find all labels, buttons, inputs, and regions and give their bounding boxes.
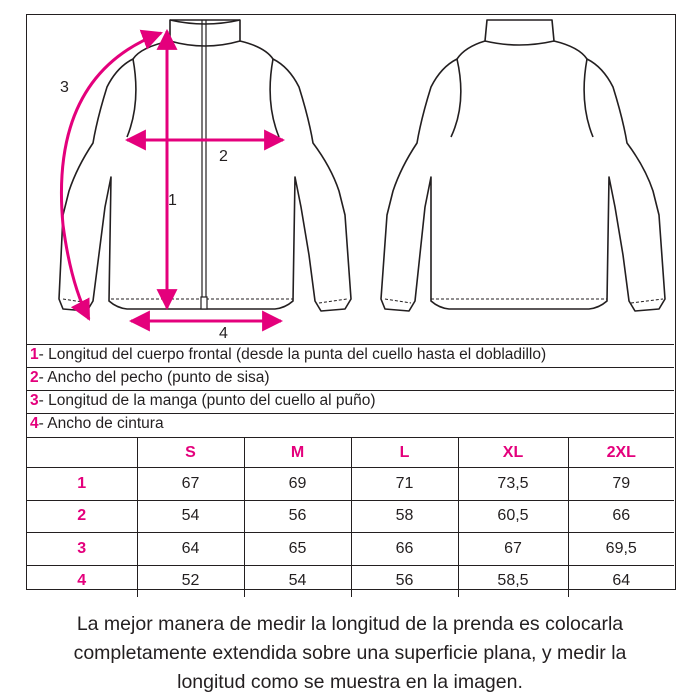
legend-row-4 — [27, 413, 674, 433]
legend-num: 2 — [30, 369, 39, 386]
table-cell: 54 — [137, 500, 244, 533]
row-label: 2 — [27, 500, 137, 533]
table-header-cell: XL — [458, 438, 568, 468]
note-line: completamente extendida sobre una superficie plana, y medir la — [73, 642, 627, 664]
table-header-cell: L — [351, 438, 458, 468]
jacket-illustration — [27, 15, 674, 344]
size-table — [27, 437, 674, 597]
table-cell: 56 — [244, 500, 351, 533]
table-cell: 69,5 — [568, 533, 674, 566]
table-cell: 58 — [351, 500, 458, 533]
table-row — [27, 565, 674, 597]
label-4: 4 — [219, 325, 228, 342]
table-cell: 54 — [244, 565, 351, 597]
note-line: longitud como se muestra en la imagen. — [177, 671, 523, 693]
label-1: 1 — [168, 192, 177, 209]
arrow-sleeve-length — [61, 33, 161, 319]
row-label: 1 — [27, 468, 137, 501]
table-cell: 60,5 — [458, 500, 568, 533]
jacket-front-drawing — [59, 20, 351, 311]
table-cell: 71 — [351, 468, 458, 501]
note-line: La mejor manera de medir la longitud de la prenda es colocarla — [76, 613, 624, 635]
table-cell: 69 — [244, 468, 351, 501]
legend-text: - Longitud de la manga (punto del cuello al puño) — [38, 392, 376, 409]
table-cell: 67 — [137, 468, 244, 501]
table-row — [27, 500, 674, 533]
legend-text: - Longitud del cuerpo frontal (desde la punta del cuello hasta el dobladillo) — [38, 346, 547, 363]
size-chart-frame — [26, 14, 676, 590]
table-row — [27, 533, 674, 566]
legend-num: 1 — [30, 346, 39, 363]
legend-num: 3 — [30, 392, 39, 409]
jacket-back-drawing — [381, 20, 665, 311]
table-header-row — [27, 438, 674, 468]
table-cell: 64 — [137, 533, 244, 566]
measurement-arrows — [61, 31, 283, 321]
row-label: 3 — [27, 533, 137, 566]
legend-text: - Ancho de cintura — [38, 415, 164, 432]
zipper-line — [201, 20, 207, 309]
table-cell: 56 — [351, 565, 458, 597]
row-label: 4 — [27, 565, 137, 597]
table-header-cell: 2XL — [568, 438, 674, 468]
table-header-cell — [27, 438, 137, 468]
table-cell: 65 — [244, 533, 351, 566]
table-cell: 52 — [137, 565, 244, 597]
table-row — [27, 468, 674, 501]
legend-row-3 — [27, 390, 674, 410]
legend-row-1 — [27, 344, 674, 364]
table-cell: 67 — [458, 533, 568, 566]
legend-num: 4 — [30, 415, 39, 432]
table-cell: 79 — [568, 468, 674, 501]
table-cell: 58,5 — [458, 565, 568, 597]
legend-row-2 — [27, 367, 674, 387]
measuring-note — [0, 610, 700, 697]
label-3: 3 — [60, 79, 69, 96]
table-cell: 73,5 — [458, 468, 568, 501]
table-cell: 66 — [568, 500, 674, 533]
table-cell: 66 — [351, 533, 458, 566]
table-header-cell: M — [244, 438, 351, 468]
table-header-cell: S — [137, 438, 244, 468]
table-cell: 64 — [568, 565, 674, 597]
label-2: 2 — [219, 148, 228, 165]
legend-text: - Ancho del pecho (punto de sisa) — [38, 369, 270, 386]
